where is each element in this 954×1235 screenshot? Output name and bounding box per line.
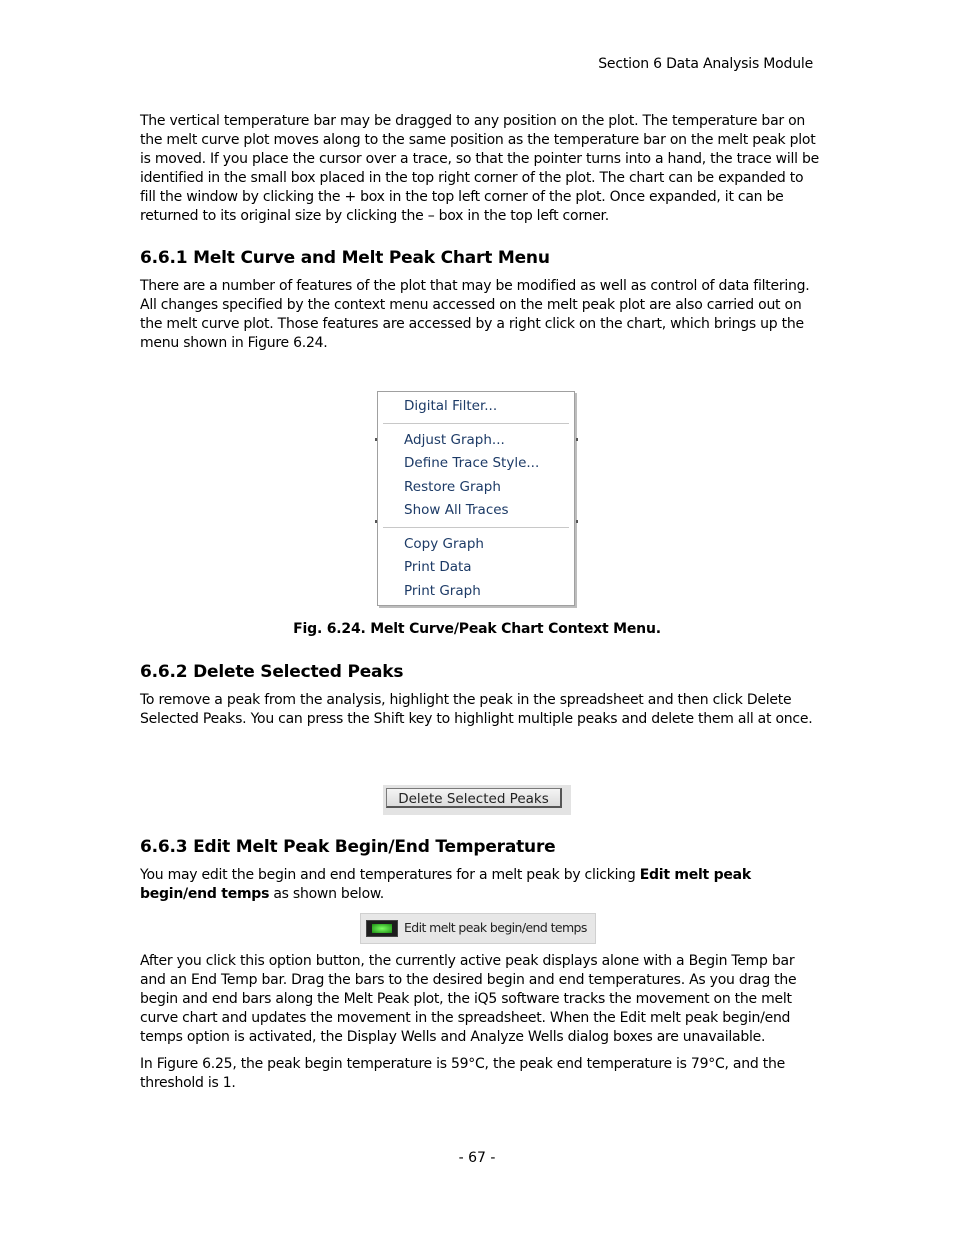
- section-663-text-bold: Edit melt peak begin/end temps: [140, 867, 751, 902]
- edit-melt-peak-option-label: Edit melt peak begin/end temps: [404, 920, 587, 935]
- section-662-paragraph: To remove a peak from the analysis, highlight the peak in the spreadsheet and then click Delete Selected Peaks. You can press the Shift key to highlight multiple peaks and delete them all at once.: [140, 692, 813, 727]
- section-663-paragraph-3: In Figure 6.25, the peak begin temperature is 59°C, the peak end temperature is 79°C, and the threshold is 1.: [140, 1056, 785, 1091]
- section-661-paragraph: There are a number of features of the plot that may be modified as well as control of data filtering. All changes specified by the context menu accessed on the melt peak plot are also carried out on the melt curve plot. Those features are accessed by a right click on the chart, which brings up the menu shown in Figure 6.24.: [140, 278, 810, 351]
- chart-context-menu: [377, 391, 575, 606]
- delete-peaks-button-figure: [383, 785, 571, 815]
- section-662-heading: 6.6.2 Delete Selected Peaks: [140, 662, 404, 682]
- figure-caption: Fig. 6.24. Melt Curve/Peak Chart Context Menu.: [293, 621, 661, 637]
- menu-item-show-all-traces[interactable]: Show All Traces: [404, 502, 509, 518]
- menu-item-copy-graph[interactable]: Copy Graph: [404, 536, 484, 552]
- chart-edge-mark: [375, 520, 377, 523]
- option-indicator-icon: [366, 920, 398, 937]
- section-663-text-after: as shown below.: [269, 885, 385, 902]
- section-663-text-before: You may edit the begin and end temperatures for a melt peak by clicking: [140, 867, 640, 883]
- menu-separator: [383, 527, 569, 528]
- running-header: Section 6 Data Analysis Module: [598, 56, 813, 72]
- chart-edge-mark: [375, 438, 377, 441]
- menu-item-adjust-graph[interactable]: Adjust Graph...: [404, 432, 505, 448]
- menu-item-print-data[interactable]: Print Data: [404, 559, 472, 575]
- section-661-heading: 6.6.1 Melt Curve and Melt Peak Chart Menu: [140, 248, 550, 268]
- chart-edge-mark: [576, 438, 578, 441]
- section-663-heading: 6.6.3 Edit Melt Peak Begin/End Temperature: [140, 837, 556, 857]
- menu-item-digital-filter[interactable]: Digital Filter...: [404, 398, 498, 414]
- delete-selected-peaks-button[interactable]: Delete Selected Peaks: [386, 788, 562, 808]
- page-number: - 67 -: [458, 1150, 496, 1166]
- section-663-paragraph: [140, 866, 820, 904]
- green-led-icon: [372, 924, 392, 933]
- menu-separator: [383, 423, 569, 424]
- section-663-paragraph-2: After you click this option button, the currently active peak displays alone with a Begin Temp bar and an End Temp bar. Drag the bars to the desired begin and end temperatures. As you drag the begin and end bars along the Melt Peak plot, the iQ5 software tracks the movement on the melt curve chart and updates the movement in the spreadsheet. When the Edit melt peak begin/end temps option is activated, the Display Wells and Analyze Wells dialog boxes are unavailable.: [140, 953, 797, 1045]
- chart-edge-mark: [576, 520, 578, 523]
- edit-melt-peak-option-figure[interactable]: [360, 913, 596, 944]
- intro-paragraph: The vertical temperature bar may be dragged to any position on the plot. The temperature bar on the melt curve plot moves along to the same position as the temperature bar on the melt peak plot is moved. If you place the cursor over a trace, so that the pointer turns into a hand, the trace will be identified in the small box placed in the top right corner of the plot. The chart can be expanded to fill the window by clicking the + box in the top left corner of the plot. Once expanded, it can be returned to its original size by clicking the – box in the top left corner.: [140, 113, 819, 224]
- menu-item-print-graph[interactable]: Print Graph: [404, 583, 481, 599]
- menu-item-restore-graph[interactable]: Restore Graph: [404, 479, 501, 495]
- menu-item-define-trace-style[interactable]: Define Trace Style...: [404, 455, 540, 471]
